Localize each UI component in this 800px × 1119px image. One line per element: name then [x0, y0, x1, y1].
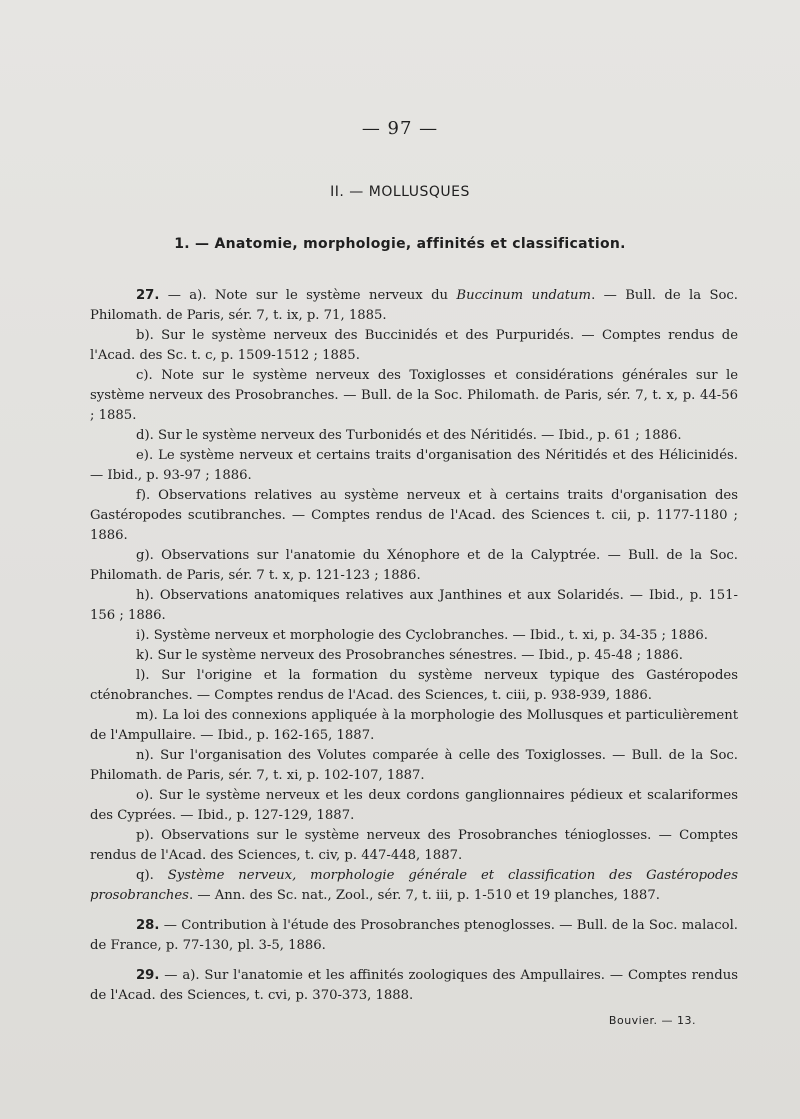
- bibliography-entry: [90, 546, 738, 586]
- bibliography-entry: [90, 366, 738, 426]
- subsection-title: 1. — Anatomie, morphologie, affinités et classification.: [174, 236, 626, 252]
- entry-text: l). Sur l'origine et la formation du système nerveux typique des Gastéropodes cténobranches. — Comptes rendus de l'Acad. des Sciences, t. ciii, p. 938-939, 1886.: [90, 668, 738, 703]
- bibliography-entry: [90, 746, 738, 786]
- entry-text: i). Système nerveux et morphologie des Cyclobranches. — Ibid., t. xi, p. 34-35 ; 1886.: [136, 628, 708, 643]
- bibliography-entry: [90, 966, 738, 1006]
- entry-italic-text: Buccinum undatum: [456, 288, 592, 303]
- entry-text: h). Observations anatomiques relatives aux Janthines et aux Solaridés. — Ibid., p. 151-156 ; 1886.: [90, 588, 738, 623]
- bibliography-entry: [90, 626, 738, 646]
- entry-text-end: . — Bull. de la Soc. Philomath. de Paris, sér. 7, t. ix, p. 71, 1885.: [90, 288, 739, 323]
- entry-text: d). Sur le système nerveux des Turbonidés et des Néritidés. — Ibid., p. 61 ; 1886.: [136, 428, 682, 443]
- bibliography-entry: [90, 586, 738, 626]
- bibliography-list: [90, 276, 738, 1006]
- bibliography-entry: [90, 426, 738, 446]
- entry-text: — a). Note sur le système nerveux du: [159, 288, 457, 303]
- page-number: — 97 —: [361, 118, 439, 139]
- entry-text-end: . — Ann. des Sc. nat., Zool., sér. 7, t. iii, p. 1-510 et 19 planches, 1887.: [188, 888, 660, 903]
- bibliography-entry: [90, 916, 738, 956]
- entry-italic-text: Système nerveux, morphologie générale et classification des Gastéropodes prosobranches: [90, 868, 738, 903]
- bibliography-entry: [90, 706, 738, 746]
- bibliography-entry: [90, 826, 738, 866]
- entry-text: q).: [136, 868, 168, 883]
- entry-text: b). Sur le système nerveux des Buccinidés et des Purpuridés. — Comptes rendus de l'Acad. des Sc. t. c, p. 1509-1512 ; 1885.: [90, 328, 738, 363]
- bibliography-entry: [90, 866, 738, 906]
- entry-text: — a). Sur l'anatomie et les affinités zoologiques des Ampullaires. — Comptes rendus de l'Acad. des Sciences, t. cvi, p. 370-373, 1888.: [90, 968, 738, 1003]
- entry-text: c). Note sur le système nerveux des Toxiglosses et considérations générales sur le système nerveux des Prosobranches. — Bull. de la Soc. Philomath. de Paris, sér. 7, t. x, p. 44-56 ; 1885.: [90, 368, 738, 423]
- bibliography-entry: [90, 486, 738, 546]
- bibliography-entry: [90, 786, 738, 826]
- entry-text: k). Sur le système nerveux des Prosobranches sénestres. — Ibid., p. 45-48 ; 1886.: [136, 648, 683, 663]
- section-title: II. — MOLLUSQUES: [330, 184, 470, 200]
- entry-text: — Contribution à l'étude des Prosobranches ptenoglosses. — Bull. de la Soc. malacol. de France, p. 77-130, pl. 3-5, 1886.: [90, 918, 738, 953]
- entry-text: f). Observations relatives au système nerveux et à certains traits d'organisation des Gastéropodes scutibranches. — Comptes rendus de l'Acad. des Sciences t. cii, p. 1177-1180 ; 1886.: [90, 488, 738, 543]
- entry-number: 27.: [136, 288, 160, 303]
- entry-text: m). La loi des connexions appliquée à la morphologie des Mollusques et particulièrement de l'Ampullaire. — Ibid., p. 162-165, 1887.: [90, 708, 738, 743]
- entry-text: e). Le système nerveux et certains traits d'organisation des Néritidés et des Hélicinidés. — Ibid., p. 93-97 ; 1886.: [90, 448, 738, 483]
- bibliography-entry: [90, 666, 738, 706]
- entry-text: n). Sur l'organisation des Volutes comparée à celle des Toxiglosses. — Bull. de la Soc. Philomath. de Paris, sér. 7, t. xi, p. 102-107, 1887.: [90, 748, 738, 783]
- bibliography-entry: [90, 646, 738, 666]
- entry-text: p). Observations sur le système nerveux des Prosobranches ténioglosses. — Comptes rendus de l'Acad. des Sciences, t. civ, p. 447-448, 1887.: [90, 828, 738, 863]
- entry-number: 29.: [136, 968, 160, 983]
- bibliography-entry: [90, 286, 738, 326]
- signature-footer: Bouvier. — 13.: [608, 1014, 696, 1027]
- entry-text: o). Sur le système nerveux et les deux cordons ganglionnaires pédieux et scalariformes des Cyprées. — Ibid., p. 127-129, 1887.: [90, 788, 738, 823]
- entry-text: g). Observations sur l'anatomie du Xénophore et de la Calyptrée. — Bull. de la Soc. Philomath. de Paris, sér. 7 t. x, p. 121-123 ; 1886.: [90, 548, 738, 583]
- bibliography-entry: [90, 446, 738, 486]
- bibliography-entry: [90, 326, 738, 366]
- entry-number: 28.: [136, 918, 160, 933]
